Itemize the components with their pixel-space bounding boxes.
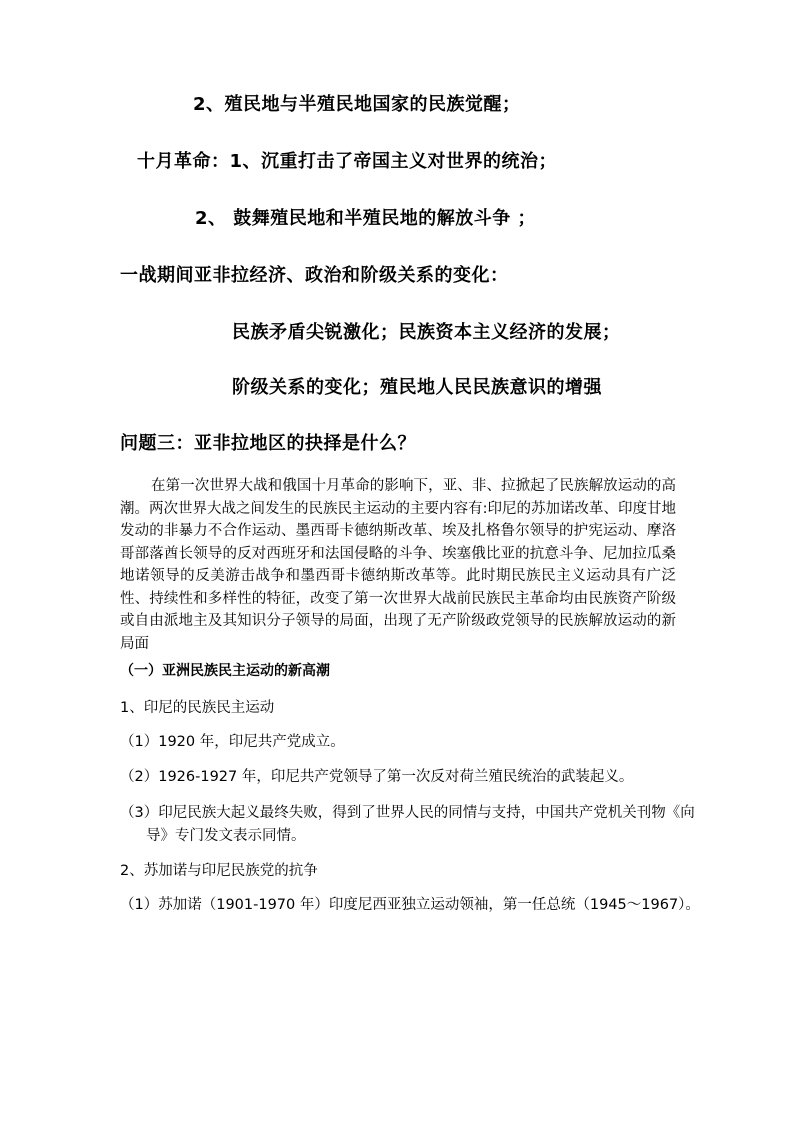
list-item: （2）1926-1927 年，印尼共产党领导了第一次反对荷兰殖民统治的武装起义。 [120, 769, 634, 785]
heading-national-contradictions: 民族矛盾尖锐激化；民族资本主义经济的发展； [232, 322, 621, 343]
subsection-title-sukarno: 2、苏加诺与印尼民族党的抗争 [120, 863, 318, 879]
heading-class-relations: 阶级关系的变化；殖民地人民民族意识的增强 [232, 377, 602, 398]
body-paragraph: 在第一次世界大战和俄国十月革命的影响下，亚、非、拉掀起了民族解放运动的高潮。两次世界大战之间发生的民族民主运动的主要内容有:印尼的苏加诺改革、印度甘地发动的非暴力不合作运动、墨西哥卡德纳斯改革、埃及扎格鲁尔领导的护宪运动、摩洛哥部落酋长领导的反对西班牙和法国侵略的斗争、埃塞俄比亚的抗意斗争、尼加拉瓜桑地诺领导的反美游击战争和墨西哥卡德纳斯改革等。此时期民族民主义运动具有广泛性、持续性和多样性的特征，改变了第一次世界大战前民族民主革命均由民族资产阶级或自由派地主及其知识分子领导的局面，出现了无产阶级政党领导的民族解放运动的新局面 [120, 478, 676, 652]
heading-liberation-struggle: 2、 鼓舞殖民地和半殖民地的解放斗争 ； [195, 208, 537, 229]
subsection-title-indonesia: 1、印尼的民族民主运动 [120, 700, 275, 716]
list-item: （1）苏加诺（1901-1970 年）印度尼西亚独立运动领袖，第一任总统（1945～1967）。 [120, 897, 700, 913]
heading-wwi-changes: 一战期间亚非拉经济、政治和阶级关系的变化： [120, 265, 509, 286]
heading-question-three: 问题三：亚非拉地区的抉择是什么？ [120, 433, 416, 454]
heading-october-revolution: 十月革命：1、沉重打击了帝国主义对世界的统治； [137, 151, 558, 172]
list-item: （1）1920 年，印尼共产党成立。 [120, 734, 345, 750]
list-item: （3）印尼民族大起义最终失败，得到了世界人民的同情与支持，中国共产党机关刊物《向导》专门发文表示同情。 [120, 805, 695, 844]
heading-national-awakening: 2、殖民地与半殖民地国家的民族觉醒； [193, 94, 521, 115]
section-heading-asia: （一）亚洲民族民主运动的新高潮 [120, 663, 330, 679]
